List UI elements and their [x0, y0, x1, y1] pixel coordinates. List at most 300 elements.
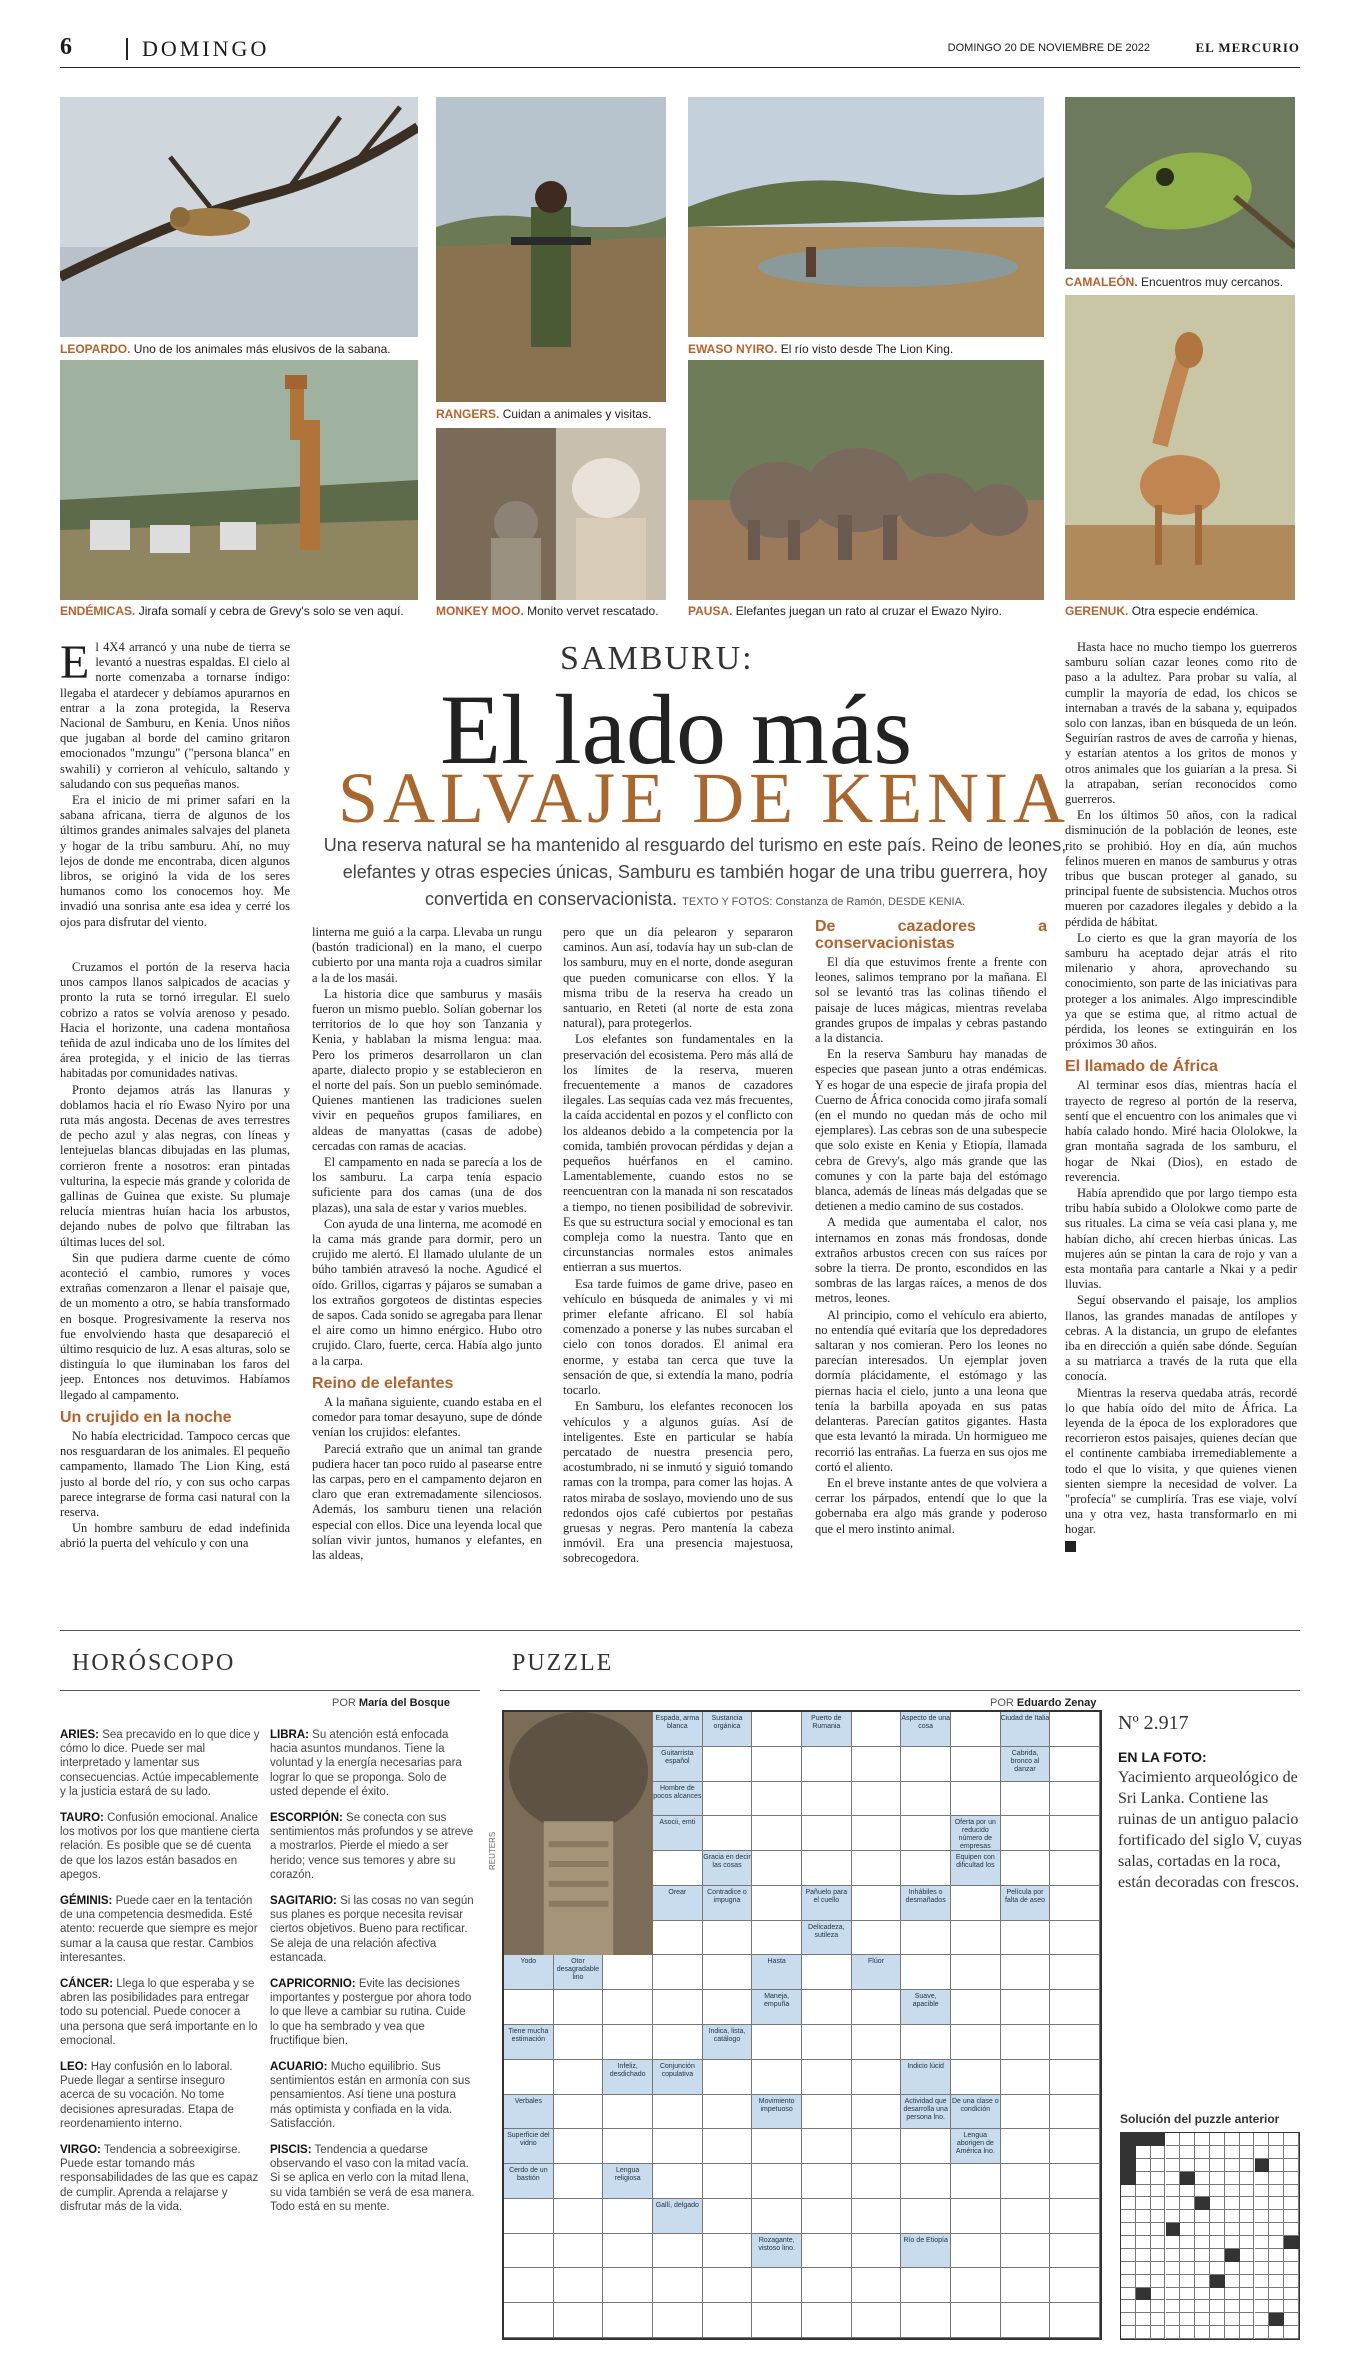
solution-cell: [1195, 2300, 1210, 2313]
crossword-cell[interactable]: [653, 1851, 703, 1886]
crossword-cell[interactable]: [852, 1712, 902, 1747]
article-title: El lado más: [440, 674, 913, 785]
paragraph: linterna me guió a la carpa. Llevaba un rungu (bastón tradicional) en la mano, el cuerpo cubierto por una manta roja a cuadros similar a la de los masái.: [312, 925, 542, 985]
crossword-cell[interactable]: [1050, 1712, 1100, 1747]
paragraph: l 4X4 arrancó y una nube de tierra se levantó a nuestras espaldas. El cielo al norte comenzaba a tornarse índigo: llegaba el atardecer y debíamos apurarnos en entrar a la zona protegida, la Reserva Nacional de Samburu, en Kenia. Unos niños que jugaban al borde del camino gritaron emocionados "mzungu" ("persona blanca" en swahili) y corrieron al vehículo, saltando y saludando con sus pequeñas manos.: [60, 640, 290, 791]
crossword-cell[interactable]: [901, 2199, 951, 2234]
crossword-cell[interactable]: [1050, 1886, 1100, 1921]
solution-cell: [1166, 2236, 1181, 2249]
crossword-cell[interactable]: [1001, 2025, 1051, 2060]
crossword-cell[interactable]: [951, 1886, 1001, 1921]
crossword-clue: Aspecto de una cosa: [901, 1712, 951, 1747]
crossword-clue: Superficie del vidrio: [504, 2129, 554, 2164]
sign-sagitario: SAGITARIO: Si las cosas no van según sus planes es porque necesita revisar ciertos objetivos. Bueno para rectificar. Se aleja de una relación afectiva estancada.: [270, 1895, 474, 1964]
crossword-cell[interactable]: [703, 1782, 753, 1817]
solution-cell: [1136, 2185, 1151, 2198]
crossword-cell[interactable]: [1001, 2095, 1051, 2130]
crossword-cell[interactable]: [1001, 1816, 1051, 1851]
crossword-cell[interactable]: [1050, 1990, 1100, 2025]
crossword-cell[interactable]: [802, 2199, 852, 2234]
sign-libra: LIBRA: Su atención está enfocada hacia asuntos mundanos. Tiene la voluntad y la energía necesarias para lograr lo que se proponga. Solo de usted depende el éxito.: [270, 1729, 462, 1798]
solution-cell: [1240, 2249, 1255, 2262]
solution-cell: [1284, 2210, 1299, 2223]
crossword-cell[interactable]: [802, 2303, 852, 2338]
crossword-cell[interactable]: [703, 1955, 753, 1990]
crossword-cell[interactable]: [1050, 2303, 1100, 2338]
crossword-cell[interactable]: [852, 2199, 902, 2234]
solution-cell: [1195, 2133, 1210, 2146]
crossword-cell[interactable]: [1050, 2199, 1100, 2234]
crossword-cell[interactable]: [504, 2199, 554, 2234]
solution-cell: [1240, 2197, 1255, 2210]
solution-cell: [1136, 2300, 1151, 2313]
crossword-cell[interactable]: [603, 2234, 653, 2269]
crossword-cell[interactable]: [1050, 1955, 1100, 1990]
crossword-cell[interactable]: [852, 2129, 902, 2164]
crossword-cell[interactable]: [852, 2268, 902, 2303]
solution-cell: [1284, 2326, 1299, 2339]
crossword-cell[interactable]: [901, 1816, 951, 1851]
crossword-cell[interactable]: [703, 2129, 753, 2164]
crossword-cell[interactable]: [703, 1816, 753, 1851]
crossword-cell[interactable]: [852, 2164, 902, 2199]
crossword-clue: Infeliz, desdichado: [603, 2060, 653, 2095]
solution-cell: [1136, 2236, 1151, 2249]
crossword-cell[interactable]: [901, 1747, 951, 1782]
crossword-cell[interactable]: [703, 1990, 753, 2025]
crossword-cell[interactable]: [1001, 2268, 1051, 2303]
crossword-clue: Pañuelo para el cuello: [802, 1886, 852, 1921]
sign-aries: ARIES: Sea precavido en lo que dice y cómo lo dice. Puede ser mal interpretado y lamentar sus consecuencias. Actúe impecablemente y la justicia estará de su lado.: [60, 1729, 260, 1798]
solution-cell: [1121, 2300, 1136, 2313]
crossword-cell[interactable]: [703, 1921, 753, 1956]
crossword-cell[interactable]: [752, 1886, 802, 1921]
crossword-cell[interactable]: [1001, 1921, 1051, 1956]
solution-cell: [1284, 2249, 1299, 2262]
crossword-cell[interactable]: [802, 2234, 852, 2269]
solution-cell: [1195, 2146, 1210, 2159]
crossword-cell[interactable]: [653, 2268, 703, 2303]
crossword-cell[interactable]: [802, 2095, 852, 2130]
crossword-cell[interactable]: [802, 1955, 852, 1990]
solution-cell: [1255, 2262, 1270, 2275]
crossword-cell[interactable]: [504, 1990, 554, 2025]
solution-cell: [1195, 2275, 1210, 2288]
article-column-4: [815, 918, 1047, 1598]
crossword-cell[interactable]: [653, 1990, 703, 2025]
puzzle-rule: [500, 1690, 1300, 1691]
subheading: El llamado de África: [1065, 1058, 1218, 1076]
crossword-cell[interactable]: [1001, 1851, 1051, 1886]
crossword-cell[interactable]: [951, 2060, 1001, 2095]
solution-block: [1284, 2236, 1299, 2249]
solution-cell: [1121, 2326, 1136, 2339]
crossword-cell[interactable]: [802, 2164, 852, 2199]
solution-title: Solución del puzzle anterior: [1120, 2112, 1280, 2126]
crossword-cell[interactable]: [852, 1886, 902, 1921]
solution-cell: [1180, 2275, 1195, 2288]
solution-cell: [1240, 2210, 1255, 2223]
crossword-cell[interactable]: [802, 2025, 852, 2060]
crossword-cell[interactable]: [1001, 1955, 1051, 1990]
crossword-cell[interactable]: [554, 2129, 604, 2164]
solution-cell: [1240, 2146, 1255, 2159]
solution-cell: [1180, 2326, 1195, 2339]
crossword-cell[interactable]: [554, 2303, 604, 2338]
crossword-cell[interactable]: [752, 2025, 802, 2060]
solution-cell: [1255, 2300, 1270, 2313]
crossword-cell[interactable]: [951, 2025, 1001, 2060]
crossword-cell[interactable]: [752, 2303, 802, 2338]
crossword-clue: Hasta: [752, 1955, 802, 1990]
solution-cell: [1136, 2313, 1151, 2326]
crossword-cell[interactable]: [554, 2234, 604, 2269]
solution-cell: [1195, 2249, 1210, 2262]
crossword-cell[interactable]: [752, 1921, 802, 1956]
crossword-cell[interactable]: [1050, 2164, 1100, 2199]
crossword-cell[interactable]: [1001, 2164, 1051, 2199]
crossword-cell[interactable]: [1050, 2095, 1100, 2130]
solution-cell: [1240, 2223, 1255, 2236]
solution-cell: [1195, 2313, 1210, 2326]
crossword-clue: Hombre de pocos alcances: [653, 1782, 703, 1817]
solution-cell: [1240, 2313, 1255, 2326]
subheading: De cazadores a conservacionistas: [815, 918, 1047, 952]
solution-cell: [1210, 2262, 1225, 2275]
crossword-cell[interactable]: [852, 1851, 902, 1886]
crossword-cell[interactable]: [852, 1782, 902, 1817]
paragraph: Al terminar esos días, mientras hacía el trayecto de regreso al portón de la reserva, sentí que el encuentro con los animales que vi había calado hondo. Miré hacia Ololokwe, la gran montaña sagrada de los samburu, el hogar de Nkai (Dios), en estado de reverencia.: [1065, 1078, 1297, 1184]
solution-cell: [1210, 2223, 1225, 2236]
crossword-cell[interactable]: [703, 2303, 753, 2338]
crossword-cell[interactable]: [504, 2234, 554, 2269]
crossword-cell[interactable]: [1001, 2303, 1051, 2338]
solution-cell: [1255, 2185, 1270, 2198]
crossword-cell[interactable]: [603, 1990, 653, 2025]
photo-leopard: [60, 97, 418, 337]
crossword-cell[interactable]: [554, 2164, 604, 2199]
solution-cell: [1121, 2288, 1136, 2301]
crossword-cell[interactable]: [1050, 2268, 1100, 2303]
crossword-cell[interactable]: [752, 1851, 802, 1886]
crossword-cell[interactable]: [1050, 2234, 1100, 2269]
paragraph: En los últimos 50 años, con la radical disminución de la población de leones, este rito se prohibió. Hoy en día, aún muchos felinos mueren en manos de samburus y otras tribus que buscan proteger al ganado, su principal fuente de subsistencia. Muchos otros mueren por cazadores ilegales y debido a la pérdida de hábitat.: [1065, 808, 1297, 929]
crossword-cell[interactable]: [603, 2129, 653, 2164]
crossword-cell[interactable]: [1050, 2025, 1100, 2060]
solution-cell: [1210, 2326, 1225, 2339]
solution-cell: [1151, 2185, 1166, 2198]
crossword-cell[interactable]: [1001, 1782, 1051, 1817]
crossword-cell[interactable]: [653, 2025, 703, 2060]
crossword-cell[interactable]: [852, 1816, 902, 1851]
solution-cell: [1195, 2223, 1210, 2236]
crossword-cell[interactable]: [951, 1712, 1001, 1747]
crossword-cell[interactable]: [802, 1747, 852, 1782]
solution-cell: [1240, 2172, 1255, 2185]
crossword-cell[interactable]: [653, 2164, 703, 2199]
solution-cell: [1121, 2223, 1136, 2236]
previous-solution-grid: [1120, 2132, 1300, 2340]
crossword-cell[interactable]: [504, 2060, 554, 2095]
solution-cell: [1210, 2133, 1225, 2146]
solution-cell: [1180, 2223, 1195, 2236]
solution-cell: [1255, 2223, 1270, 2236]
crossword-cell[interactable]: [752, 1816, 802, 1851]
solution-cell: [1269, 2275, 1284, 2288]
crossword-cell[interactable]: [653, 2129, 703, 2164]
solution-cell: [1269, 2185, 1284, 2198]
crossword-cell[interactable]: [703, 2268, 753, 2303]
solution-cell: [1225, 2133, 1240, 2146]
solution-cell: [1269, 2146, 1284, 2159]
crossword-cell[interactable]: [1050, 1851, 1100, 1886]
paragraph: Lo cierto es que la gran mayoría de los samburu ha aceptado dejar atrás el rito milenario y ahora, aprovechando su conocimiento, son parte de las iniciativas para proteger a los animales. Algo imprescindible ya que se estima que, al ritmo actual de pérdida, los leones se extinguirán en los próximos 30 años.: [1065, 930, 1297, 1052]
solution-cell: [1284, 2288, 1299, 2301]
solution-cell: [1195, 2326, 1210, 2339]
crossword-cell[interactable]: [951, 2164, 1001, 2199]
solution-cell: [1225, 2275, 1240, 2288]
crossword-cell[interactable]: [802, 2268, 852, 2303]
sign-virgo: VIRGO: Tendencia a sobreexigirse. Puede estar tomando más responsabilidades de las que es capaz de cumplir. Aprenda a relajarse y disfrutar más de la vida.: [60, 2144, 259, 2213]
crossword-cell[interactable]: [603, 2199, 653, 2234]
crossword-cell[interactable]: [752, 1747, 802, 1782]
solution-cell: [1121, 2210, 1136, 2223]
crossword-clue: Oferta por un reducido número de empresas: [951, 1816, 1001, 1851]
crossword-cell[interactable]: [703, 2060, 753, 2095]
crossword-cell[interactable]: [901, 1955, 951, 1990]
solution-cell: [1255, 2275, 1270, 2288]
crossword-cell[interactable]: [1001, 2234, 1051, 2269]
crossword-cell[interactable]: [703, 2234, 753, 2269]
sign-capricornio: CAPRICORNIO: Evite las decisiones importantes y postergue por ahora todo lo que lleve a cambiar su rutina. Cuide lo que ha sembrado y vea que fructifique bien.: [270, 1978, 472, 2047]
solution-cell: [1255, 2133, 1270, 2146]
crossword-clue: Guitarrista español: [653, 1747, 703, 1782]
crossword-cell[interactable]: [603, 2025, 653, 2060]
crossword-cell[interactable]: [554, 2060, 604, 2095]
crossword-cell[interactable]: [752, 1712, 802, 1747]
crossword-cell[interactable]: [901, 2129, 951, 2164]
crossword-cell[interactable]: [852, 1747, 902, 1782]
issue-date: DOMINGO 20 DE NOVIEMBRE DE 2022: [947, 42, 1150, 54]
solution-cell: [1195, 2210, 1210, 2223]
crossword-cell[interactable]: [951, 2234, 1001, 2269]
crossword-cell[interactable]: [852, 2095, 902, 2130]
solution-cell: [1240, 2185, 1255, 2198]
crossword-cell[interactable]: [802, 1990, 852, 2025]
crossword-clue: Puerto de Rumania: [802, 1712, 852, 1747]
solution-cell: [1180, 2197, 1195, 2210]
crossword-cell[interactable]: [901, 2303, 951, 2338]
solution-cell: [1240, 2275, 1255, 2288]
sign-geminis: GÉMINIS: Puede caer en la tentación de una competencia desmedida. Esté atento: recuerde que siempre es mejor sumar a la causa que restar. Cambios interesantes.: [60, 1895, 258, 1964]
solution-cell: [1195, 2159, 1210, 2172]
crossword-cell[interactable]: [504, 2303, 554, 2338]
crossword-clue: Yodo: [504, 1955, 554, 1990]
solution-cell: [1284, 2197, 1299, 2210]
crossword-cell[interactable]: [554, 1990, 604, 2025]
crossword-cell[interactable]: [653, 2234, 703, 2269]
solution-cell: [1180, 2313, 1195, 2326]
crossword-cell[interactable]: [752, 2060, 802, 2095]
solution-cell: [1121, 2185, 1136, 2198]
crossword-cell[interactable]: [951, 1955, 1001, 1990]
crossword-cell[interactable]: [1050, 2060, 1100, 2095]
solution-cell: [1136, 2172, 1151, 2185]
crossword-cell[interactable]: [852, 2234, 902, 2269]
crossword-cell[interactable]: [603, 2268, 653, 2303]
crossword-cell[interactable]: [951, 2199, 1001, 2234]
crossword-cell[interactable]: [802, 2060, 852, 2095]
solution-cell: [1225, 2146, 1240, 2159]
crossword-cell[interactable]: [951, 2268, 1001, 2303]
crossword-cell[interactable]: [1001, 2060, 1051, 2095]
solution-cell: [1284, 2185, 1299, 2198]
sign-acuario: ACUARIO: Mucho equilibrio. Sus sentimientos están en armonía con sus pensamientos. Así tiene una postura más optimista y confiada en la vida. Satisfacción.: [270, 2061, 471, 2130]
crossword-cell[interactable]: [951, 1921, 1001, 1956]
solution-cell: [1284, 2275, 1299, 2288]
crossword-cell[interactable]: [852, 1990, 902, 2025]
paragraph: Pronto dejamos atrás las llanuras y doblamos hacia el río Ewaso Nyiro por una ruta más angosta. Decenas de aves terrestres de pecho azul y alas negras, con líneas y lentejuelas blancas dibujadas en las plumas, corrieron frente a nosotros: eran pintadas vulturina, la especie más grande y colorida de gallinas de Guinea que existe. Su plumaje relucía mientras huían hacia los arbustos, dejando nubes de polvo que filtraban las últimas luces del sol.: [60, 1082, 290, 1249]
paragraph: Con ayuda de una linterna, me acomodé en la cama más grande para dormir, pero un crujido me alertó. El llamado ululante de un búho también atravesó la noche. Agudicé el oído. Grillos, cigarras y pájaros se sumaban a los extraños gorgoteos de distintas especies de sapos. Cada sonido se agregaba para llenar el aire como un himno enérgico. Hubo otro crujido. Claro, fuerte, cerca. Había algo junto a la carpa.: [312, 1216, 542, 1368]
solution-cell: [1225, 2262, 1240, 2275]
crossword-clue: Rozagante, vistoso lino.: [752, 2234, 802, 2269]
crossword-cell[interactable]: [603, 1955, 653, 1990]
crossword-cell[interactable]: [653, 1955, 703, 1990]
solution-cell: [1240, 2133, 1255, 2146]
paragraph: Era el inicio de mi primer safari en la sabana africana, tierra de algunos de los últimos grandes animales salvajes del planeta y hogar de la tribu samburu. Ahí, no muy lejos de donde me encontraba, dicen algunos libros, se originó la vida de los seres humanos como los conocemos hoy. Me invadió una sonrisa ante esa idea y cerré los ojos para disfrutar del viento.: [60, 793, 290, 929]
crossword-cell[interactable]: [901, 1782, 951, 1817]
solution-cell: [1284, 2223, 1299, 2236]
solution-cell: [1240, 2300, 1255, 2313]
crossword-cell[interactable]: [653, 2095, 703, 2130]
crossword-cell[interactable]: [1050, 1782, 1100, 1817]
crossword-cell[interactable]: [852, 2060, 902, 2095]
crossword-cell[interactable]: [752, 2199, 802, 2234]
paragraph: En el breve instante antes de que volviera a cerrar los párpados, entendí que lo que la gobernaba era algo más grande y poderoso que el mero instinto animal.: [815, 1475, 1047, 1536]
solution-cell: [1225, 2159, 1240, 2172]
subheading: Un crujido en la noche: [60, 1408, 232, 1426]
sign-leo: LEO: Hay confusión en lo laboral. Puede llegar a sentirse inseguro acerca de su vocación. No tome decisiones apresuradas. Etapa de reordenamiento interno.: [60, 2061, 234, 2130]
paragraph: Pareciá extraño que un animal tan grande pudiera hacer tan poco ruido al pasearse entre las carpas, pero en el campamento dejaron en claro que eran extremadamente silenciosos. Además, los samburu tienen una relación especial con ellos. Dice una leyenda local que solían vivir juntos, humanos y elefantes, en las aldeas,: [312, 1441, 542, 1562]
paragraph: Cruzamos el portón de la reserva hacia unos campos llanos salpicados de acacias y pronto la ruta se tornó irregular. El suelo cobrizo a ratos se volvía arenoso y pesado. Hacia el horizonte, una cadena montañosa teñida de azul indicaba uno de los límites del área protegida, y el inicio de las tierras habitadas por comunidades nativas.: [60, 960, 290, 1081]
solution-cell: [1195, 2172, 1210, 2185]
puzzle-photo: [504, 1712, 653, 1955]
crossword-cell[interactable]: [802, 1816, 852, 1851]
solution-cell: [1240, 2326, 1255, 2339]
solution-block: [1225, 2249, 1240, 2262]
crossword-cell[interactable]: [1050, 1816, 1100, 1851]
crossword-clue: Indicio lúcid: [901, 2060, 951, 2095]
crossword-cell[interactable]: [653, 2303, 703, 2338]
crossword-cell[interactable]: [951, 1782, 1001, 1817]
solution-cell: [1269, 2300, 1284, 2313]
caption-camaleon: CAMALEÓN. Encuentros muy cercanos.: [1065, 275, 1284, 289]
crossword-cell[interactable]: [901, 2164, 951, 2199]
solution-cell: [1195, 2236, 1210, 2249]
crossword-cell[interactable]: [752, 1782, 802, 1817]
crossword-cell[interactable]: [1001, 2129, 1051, 2164]
crossword-cell[interactable]: [852, 1921, 902, 1956]
crossword-cell[interactable]: [603, 2303, 653, 2338]
crossword-cell[interactable]: [951, 1990, 1001, 2025]
crossword-cell[interactable]: [554, 2268, 604, 2303]
solution-cell: [1269, 2172, 1284, 2185]
crossword-cell[interactable]: [603, 2095, 653, 2130]
crossword-cell[interactable]: [1050, 1747, 1100, 1782]
page-number: 6: [60, 34, 72, 60]
crossword-cell[interactable]: [703, 2164, 753, 2199]
crossword-clue: Contradice o impugna: [703, 1886, 753, 1921]
solution-block: [1269, 2313, 1284, 2326]
crossword-cell[interactable]: [703, 1747, 753, 1782]
crossword-cell[interactable]: [951, 1747, 1001, 1782]
photo-credit: REUTERS: [488, 1831, 497, 1870]
crossword-cell[interactable]: [752, 2268, 802, 2303]
caption-leopard: LEOPARDO. Uno de los animales más elusivos de la sabana.: [60, 342, 391, 356]
crossword-cell[interactable]: [802, 2129, 852, 2164]
solution-cell: [1240, 2159, 1255, 2172]
crossword-cell[interactable]: [504, 2268, 554, 2303]
crossword-cell[interactable]: [554, 2095, 604, 2130]
crossword-clue: Delicadeza, sutileza: [802, 1921, 852, 1956]
solution-cell: [1284, 2300, 1299, 2313]
puzzle-sidebar: [1118, 1712, 1303, 1893]
crossword-cell[interactable]: [1050, 1921, 1100, 1956]
crossword-clue: Verbales: [504, 2095, 554, 2130]
crossword-cell[interactable]: [1001, 1990, 1051, 2025]
crossword-cell[interactable]: [703, 2095, 753, 2130]
crossword-cell[interactable]: [901, 1921, 951, 1956]
crossword-cell[interactable]: [901, 1851, 951, 1886]
solution-cell: [1269, 2288, 1284, 2301]
crossword-cell[interactable]: [1050, 2129, 1100, 2164]
crossword-cell[interactable]: [901, 2025, 951, 2060]
horoscope-byline: POR María del Bosque: [332, 1697, 450, 1709]
crossword-clue: Río de Etiopía: [901, 2234, 951, 2269]
solution-cell: [1166, 2300, 1181, 2313]
caption-endemicas: ENDÉMICAS. Jirafa somalí y cebra de Grevy's solo se ven aquí.: [60, 604, 404, 618]
paragraph: El campamento en nada se parecía a los de los samburu. La carpa tenía espacio suficiente para dos camas (una de dos plazas), una sala de estar y varios muebles.: [312, 1155, 542, 1215]
solution-block: [1180, 2172, 1195, 2185]
crossword-cell[interactable]: [752, 2164, 802, 2199]
crossword-cell[interactable]: [901, 2268, 951, 2303]
paragraph: La historia dice que samburus y masáis fueron un mismo pueblo. Solían gobernar los territorios de lo que hoy son Tanzania y Kenia, y hablaban la misma lengua: maa. Pero los primeros desarrollaron un clan aparte, dialecto propio y se establecieron en el norte del país. Son un pueblo seminómade. Quienes mantienen las tradiciones suelen vivir en pequeños grupos familiares, en aldeas de manyattas (casas de adobe) cercadas con ramas de acacias.: [312, 986, 542, 1153]
crossword-cell[interactable]: [554, 2025, 604, 2060]
crossword-cell[interactable]: [703, 2199, 753, 2234]
solution-cell: [1121, 2313, 1136, 2326]
crossword-cell[interactable]: [951, 2303, 1001, 2338]
crossword-clue: Gracia en decir las cosas: [703, 1851, 753, 1886]
solution-cell: [1180, 2236, 1195, 2249]
paragraph: A medida que aumentaba el calor, nos internamos en zonas más frondosas, donde extraños arbustos crecen con sus raíces por sobre la tierra. De pronto, escondidos en las sombras de las largas raíces, a menos de dos metros, leones.: [815, 1215, 1047, 1306]
paragraph: En Samburu, los elefantes reconocen los vehículos y a algunos guías. Así de inteligentes. Este en particular se había percatado de nuestra presencia pero, acostumbrado, ni se inmutó y siguió tomando ramas con la trompa, para comer las hojas. A ratos miraba de soslayo, moviendo uno de sus redondos ojos café cubiertos por pestañas gruesas y negras. Pero mantenía la cabeza inmóvil. Era una presencia majestuosa, sobrecogedora.: [563, 1399, 793, 1566]
crossword-cell[interactable]: [802, 1851, 852, 1886]
crossword-cell[interactable]: [554, 2199, 604, 2234]
crossword-cell[interactable]: [653, 1921, 703, 1956]
subheading: Reino de elefantes: [312, 1374, 454, 1392]
crossword-clue: De una clase o condición: [951, 2095, 1001, 2130]
caption-rangers: RANGERS. Cuidan a animales y visitas.: [436, 407, 652, 421]
solution-cell: [1180, 2133, 1195, 2146]
crossword-cell[interactable]: [852, 2025, 902, 2060]
crossword-clue: Lengua aborigen de América lno.: [951, 2129, 1001, 2164]
crossword-cell[interactable]: [1001, 2199, 1051, 2234]
solution-cell: [1166, 2146, 1181, 2159]
crossword-cell[interactable]: [802, 1782, 852, 1817]
crossword-cell[interactable]: [752, 2129, 802, 2164]
solution-block: [1151, 2133, 1166, 2146]
crossword-cell[interactable]: [852, 2303, 902, 2338]
